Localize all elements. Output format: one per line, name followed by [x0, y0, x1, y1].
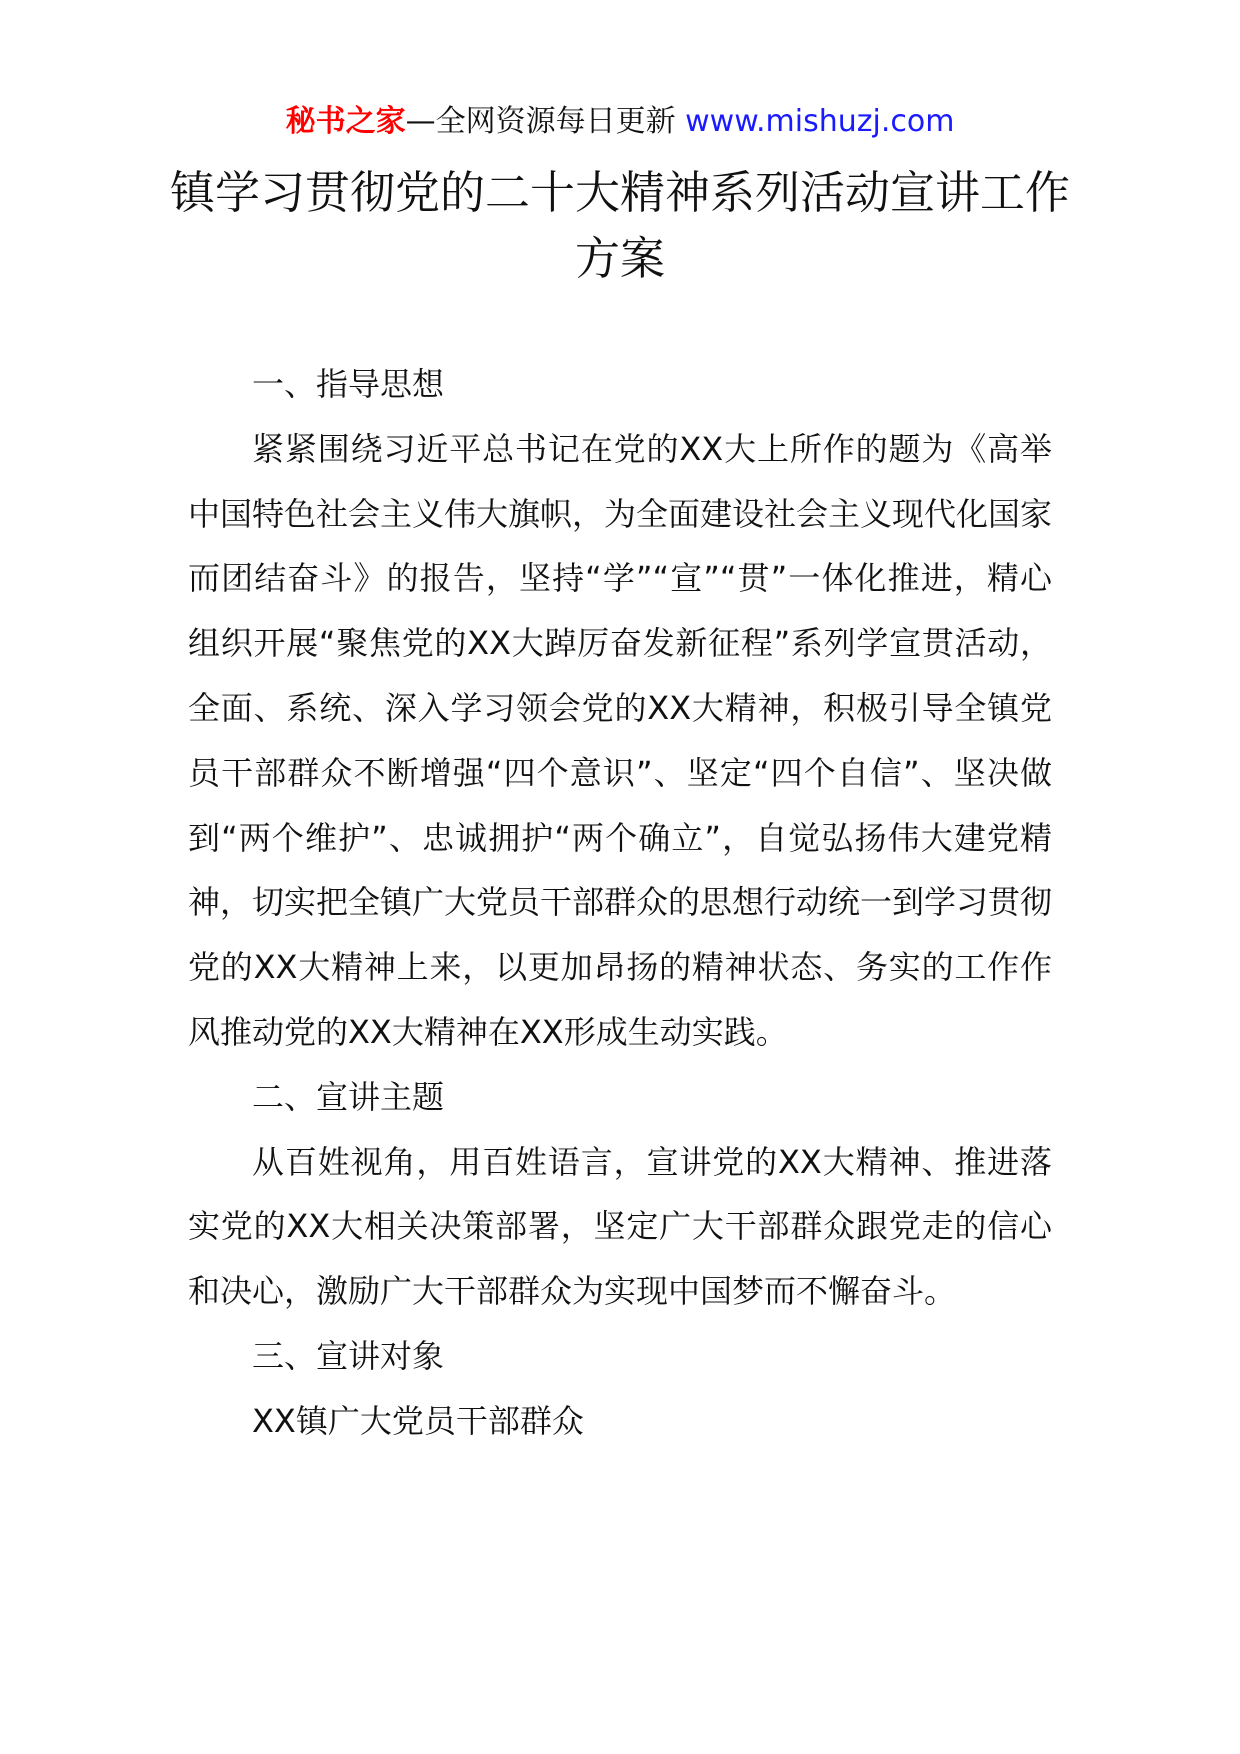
section-paragraph: 紧紧围绕习近平总书记在党的XX大上所作的题为《高举中国特色社会主义伟大旗帜，为全面建设社会主义现代化国家而团结奋斗》的报告，坚持“学”“宣”“贯”一体化推进，精心组织开展“聚焦党的XX大踔厉奋发新征程”系列学宣贯活动，全面、系统、深入学习领会党的XX大精神，积极引导全镇党员干部群众不断增强“四个意识”、坚定“四个自信”、坚决做到“两个维护”、忠诚拥护“两个确立”，自觉弘扬伟大建党精神，切实把全镇广大党员干部群众的思想行动统一到学习贯彻党的XX大精神上来，以更加昂扬的精神状态、务实的工作作风推动党的XX大精神在XX形成生动实践。 — [188, 429, 1053, 1051]
section-heading: 二、宣讲主题 — [252, 1077, 445, 1116]
section-paragraph: XX镇广大党员干部群众 — [252, 1401, 584, 1440]
section-paragraph: 从百姓视角，用百姓语言，宣讲党的XX大精神、推进落实党的XX大相关决策部署，坚定广大干部群众跟党走的信心和决心，激励广大干部群众为实现中国梦而不懈奋斗。 — [188, 1142, 1052, 1311]
brand-name: 秘书之家 — [285, 104, 406, 139]
banner-slogan: —全网资源每日更新 — [405, 104, 676, 139]
section-heading: 三、宣讲对象 — [252, 1336, 445, 1375]
document-body — [188, 352, 1052, 1454]
site-banner — [0, 102, 1240, 142]
document-title: 镇学习贯彻党的二十大精神系列活动宣讲工作方案 — [170, 166, 1071, 285]
site-url-link[interactable]: www.mishuzj.com — [685, 104, 955, 139]
section-heading: 一、指导思想 — [252, 365, 445, 403]
